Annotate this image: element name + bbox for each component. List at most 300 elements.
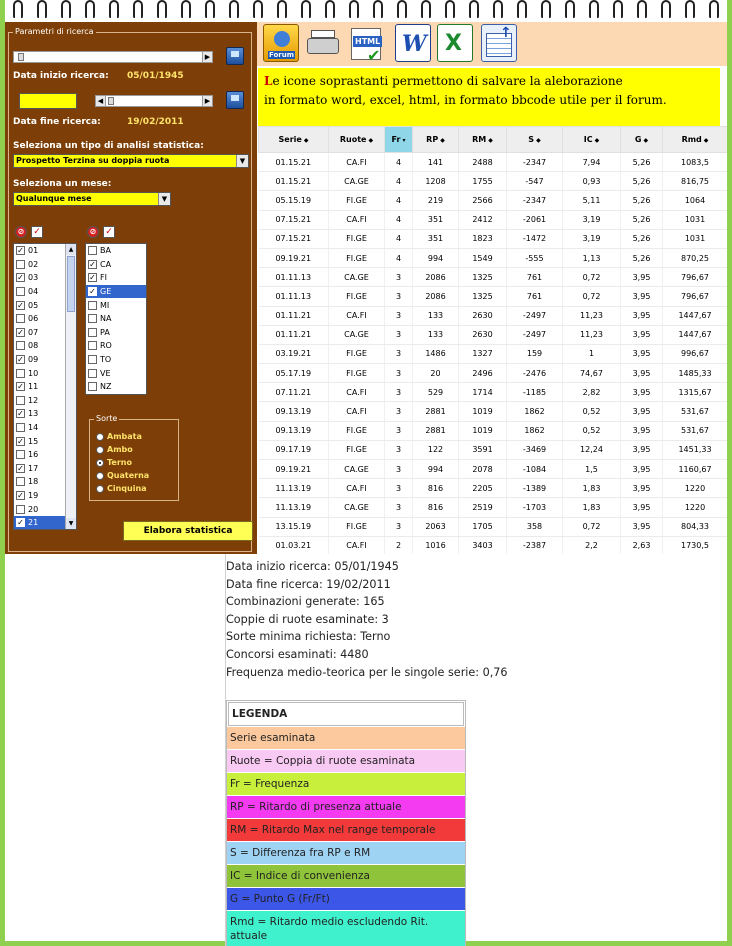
checkbox[interactable]: ✓ xyxy=(89,287,96,297)
legenda-item: Serie esaminata xyxy=(227,727,465,750)
table-cell: -2476 xyxy=(507,364,563,383)
table-cell: 2,2 xyxy=(563,536,621,554)
table-cell: 09.19.21 xyxy=(259,248,329,267)
numbers-scrollbar[interactable] xyxy=(65,244,76,529)
table-cell: 1447,67 xyxy=(663,325,728,344)
table-cell: 1862 xyxy=(507,402,563,421)
spiral-ring xyxy=(373,0,383,18)
month-label: Seleziona un mese: xyxy=(13,179,112,189)
table-cell: -555 xyxy=(507,248,563,267)
elabora-statistica-button[interactable]: Elabora statistica xyxy=(123,521,253,541)
table-cell: 133 xyxy=(413,306,459,325)
table-cell: 1714 xyxy=(459,383,507,402)
deselect-all-numbers-button[interactable]: ⊘ xyxy=(15,226,27,238)
calendar-icon[interactable] xyxy=(226,47,244,65)
table-cell: 1325 xyxy=(459,268,507,287)
table-cell: 05.15.19 xyxy=(259,191,329,210)
table-row xyxy=(259,306,728,325)
table-cell: FI.GE xyxy=(329,440,385,459)
table-cell: 4 xyxy=(385,229,413,248)
spiral-ring xyxy=(181,0,191,18)
table-cell: 1031 xyxy=(663,210,728,229)
ruota-item[interactable] xyxy=(86,258,146,272)
spiral-ring xyxy=(421,0,431,18)
table-cell: 7,94 xyxy=(563,153,621,172)
table-cell: 994 xyxy=(413,248,459,267)
sorte-option[interactable] xyxy=(96,458,132,467)
table-cell: 1,5 xyxy=(563,460,621,479)
chevron-down-icon[interactable]: ▼ xyxy=(158,193,170,205)
table-cell: 1486 xyxy=(413,344,459,363)
checkbox[interactable] xyxy=(16,477,25,486)
checkbox[interactable] xyxy=(16,396,25,405)
word-icon: W xyxy=(402,31,427,57)
table-cell: 1325 xyxy=(459,287,507,306)
table-cell: 01.15.21 xyxy=(259,172,329,191)
number-label: 13 xyxy=(28,409,39,419)
end-date-value: 19/02/2011 xyxy=(127,117,184,127)
ruota-label: RO xyxy=(100,341,112,351)
sort-desc-icon: ▾ xyxy=(402,137,406,144)
checkbox[interactable]: ✓ xyxy=(17,436,24,446)
table-row xyxy=(259,191,728,210)
table-cell: -1185 xyxy=(507,383,563,402)
summary-line: Data fine ricerca: 19/02/2011 xyxy=(226,577,391,591)
ruota-item[interactable] xyxy=(86,312,146,326)
table-cell: FI.GE xyxy=(329,517,385,536)
checkbox[interactable] xyxy=(88,382,97,391)
numbers-list[interactable] xyxy=(13,243,77,530)
forum-export-button[interactable] xyxy=(263,24,299,62)
table-cell: 0,72 xyxy=(563,517,621,536)
legenda-item: G = Punto G (Fr/Ft) xyxy=(227,888,465,911)
table-cell: 01.11.13 xyxy=(259,287,329,306)
table-cell: 3,95 xyxy=(621,306,663,325)
spiral-ring xyxy=(565,0,575,18)
summary-line: Frequenza medio-teorica per le singole serie: 0,76 xyxy=(226,665,508,679)
analysis-type-select[interactable] xyxy=(13,154,249,168)
checkbox[interactable] xyxy=(88,301,97,310)
ruota-item[interactable] xyxy=(86,353,146,367)
table-row xyxy=(259,268,728,287)
table-cell: FI.GE xyxy=(329,287,385,306)
table-cell: 122 xyxy=(413,440,459,459)
end-date-slider[interactable] xyxy=(95,95,213,107)
table-row xyxy=(259,440,728,459)
table-cell: 5,26 xyxy=(621,191,663,210)
table-cell: 11.13.19 xyxy=(259,498,329,517)
slider-thumb[interactable] xyxy=(108,97,114,105)
legenda-item: Ruote = Coppia di ruote esaminata xyxy=(227,750,465,773)
checkbox[interactable] xyxy=(16,423,25,432)
table-cell: 3 xyxy=(385,498,413,517)
checkbox[interactable]: ✓ xyxy=(17,490,24,500)
sorte-fieldset xyxy=(89,414,179,501)
sorte-option[interactable] xyxy=(96,432,142,441)
spiral-ring xyxy=(445,0,455,18)
column-header-rp[interactable] xyxy=(413,127,459,153)
parameters-legend: Parametri di ricerca xyxy=(15,27,94,36)
column-header-ic[interactable] xyxy=(563,127,621,153)
table-row xyxy=(259,153,728,172)
checkbox[interactable] xyxy=(16,369,25,378)
spiral-ring xyxy=(61,0,71,18)
table-cell: -2387 xyxy=(507,536,563,554)
sorte-option[interactable] xyxy=(96,445,133,454)
table-cell: 1755 xyxy=(459,172,507,191)
table-cell: 358 xyxy=(507,517,563,536)
print-paper-icon xyxy=(311,30,335,38)
sorte-option-label: Ambo xyxy=(107,445,133,454)
number-label: 16 xyxy=(28,450,39,460)
table-cell: -2347 xyxy=(507,191,563,210)
table-cell: CA.GE xyxy=(329,498,385,517)
table-cell: 996,67 xyxy=(663,344,728,363)
sort-icon: ◆ xyxy=(536,137,541,144)
select-all-numbers-button[interactable]: ✓ xyxy=(31,226,43,238)
legenda-item: RP = Ritardo di presenza attuale xyxy=(227,796,465,819)
date-input-box[interactable] xyxy=(19,93,77,109)
table-cell: 4 xyxy=(385,172,413,191)
sorte-option[interactable] xyxy=(96,471,149,480)
table-cell: CA.GE xyxy=(329,460,385,479)
table-cell: 3,95 xyxy=(621,402,663,421)
table-cell: 2 xyxy=(385,536,413,554)
table-cell: 816 xyxy=(413,498,459,517)
table-cell: 994 xyxy=(413,460,459,479)
checkbox[interactable]: ✓ xyxy=(17,300,24,310)
table-cell: 1 xyxy=(563,344,621,363)
radio-button[interactable] xyxy=(96,446,104,454)
table-cell: 3 xyxy=(385,268,413,287)
spiral-ring xyxy=(301,0,311,18)
spiral-binding xyxy=(0,0,732,22)
spiral-ring xyxy=(13,0,23,18)
sorte-option-label: Cinquina xyxy=(107,484,147,493)
number-label: 18 xyxy=(28,477,39,487)
table-cell: 0,52 xyxy=(563,421,621,440)
checkbox[interactable]: ✓ xyxy=(17,273,24,283)
sort-icon: ◆ xyxy=(703,137,709,144)
spiral-ring xyxy=(685,0,695,18)
checkbox[interactable] xyxy=(88,355,97,364)
number-label: 05 xyxy=(28,300,39,310)
table-cell: CA.GE xyxy=(329,325,385,344)
table-cell: 3,95 xyxy=(621,344,663,363)
summary-line: Sorte minima richiesta: Terno xyxy=(226,630,391,644)
table-cell: 2496 xyxy=(459,364,507,383)
slider-right-arrow[interactable]: ▶ xyxy=(202,52,212,62)
spiral-ring xyxy=(589,0,599,18)
table-cell: 761 xyxy=(507,287,563,306)
table-cell: 2412 xyxy=(459,210,507,229)
column-header-g[interactable] xyxy=(621,127,663,153)
table-cell: 5,26 xyxy=(621,153,663,172)
table-cell: -3469 xyxy=(507,440,563,459)
table-cell: 1862 xyxy=(507,421,563,440)
table-cell: 141 xyxy=(413,153,459,172)
radio-button[interactable] xyxy=(96,485,104,493)
table-cell: 3,95 xyxy=(621,268,663,287)
spiral-ring xyxy=(613,0,623,18)
table-cell: 09.19.21 xyxy=(259,460,329,479)
table-cell: 2630 xyxy=(459,306,507,325)
checkmark-icon: ✔ xyxy=(367,46,381,65)
checkbox[interactable] xyxy=(16,341,25,350)
column-header-label: Serie xyxy=(278,135,302,144)
table-cell: 13.15.19 xyxy=(259,517,329,536)
number-label: 01 xyxy=(28,246,39,256)
sort-icon: ◆ xyxy=(440,137,445,144)
slider-thumb[interactable] xyxy=(18,53,24,61)
checkbox[interactable]: ✓ xyxy=(17,327,24,337)
column-header-label: RM xyxy=(472,135,487,144)
table-cell: 3 xyxy=(385,421,413,440)
sort-icon: ◆ xyxy=(303,137,309,144)
table-cell: 1705 xyxy=(459,517,507,536)
spiral-ring xyxy=(37,0,47,18)
table-cell: 2086 xyxy=(413,268,459,287)
column-header-label: S xyxy=(528,135,535,144)
number-label: 12 xyxy=(28,395,39,405)
table-cell: 1,83 xyxy=(563,479,621,498)
table-cell: 2488 xyxy=(459,153,507,172)
ruota-label: MI xyxy=(100,300,110,310)
table-cell: 3,95 xyxy=(621,460,663,479)
checkbox[interactable] xyxy=(16,450,25,459)
slider-left-arrow[interactable]: ◀ xyxy=(96,96,106,106)
globe-icon xyxy=(274,31,290,47)
checkbox[interactable]: ✓ xyxy=(17,463,24,473)
table-cell: 2881 xyxy=(413,402,459,421)
radio-button[interactable] xyxy=(96,433,104,441)
number-label: 02 xyxy=(28,259,39,269)
column-header-serie[interactable] xyxy=(259,127,329,153)
spiral-ring xyxy=(709,0,719,18)
table-cell: 01.11.13 xyxy=(259,268,329,287)
table-cell: 3,95 xyxy=(621,517,663,536)
spiral-ring xyxy=(277,0,287,18)
table-cell: 20 xyxy=(413,364,459,383)
checkbox[interactable] xyxy=(16,505,25,514)
table-cell: 3 xyxy=(385,287,413,306)
checkbox[interactable]: ✓ xyxy=(17,355,24,365)
table-cell: 5,26 xyxy=(621,210,663,229)
table-cell: 133 xyxy=(413,325,459,344)
table-cell: 3,95 xyxy=(621,498,663,517)
start-date-label: Data inizio ricerca: xyxy=(13,71,109,81)
column-header-label: Rmd xyxy=(681,135,702,144)
summary-line: Coppie di ruote esaminate: 3 xyxy=(226,612,389,626)
table-cell: 804,33 xyxy=(663,517,728,536)
spiral-ring xyxy=(205,0,215,18)
info-line-1 xyxy=(264,72,714,91)
table-cell: 01.15.21 xyxy=(259,153,329,172)
ruota-item[interactable] xyxy=(86,271,146,285)
column-header-s[interactable] xyxy=(507,127,563,153)
ruota-item[interactable] xyxy=(86,298,146,312)
column-header-ruote[interactable] xyxy=(329,127,385,153)
checkbox[interactable] xyxy=(16,314,25,323)
checkbox[interactable] xyxy=(16,260,25,269)
word-export-button[interactable] xyxy=(395,24,431,62)
slider-right-arrow[interactable]: ▶ xyxy=(202,96,212,106)
table-cell: 1315,67 xyxy=(663,383,728,402)
table-cell: CA.FI xyxy=(329,479,385,498)
table-cell: 2519 xyxy=(459,498,507,517)
ruota-item[interactable] xyxy=(86,366,146,380)
table-cell: 531,67 xyxy=(663,421,728,440)
ruote-list[interactable] xyxy=(85,243,147,395)
column-header-label: RP xyxy=(426,135,439,144)
arrow-up-icon: ↑ xyxy=(500,25,512,41)
table-cell: 2566 xyxy=(459,191,507,210)
table-cell: 796,67 xyxy=(663,268,728,287)
analysis-type-value: Prospetto Terzina su doppia ruota xyxy=(16,156,170,165)
table-row xyxy=(259,172,728,191)
export-toolbar xyxy=(257,22,727,66)
table-cell: -1472 xyxy=(507,229,563,248)
printer-icon xyxy=(307,38,339,54)
select-all-ruote-button[interactable]: ✓ xyxy=(103,226,115,238)
table-cell: FI.GE xyxy=(329,248,385,267)
table-cell: 11.13.19 xyxy=(259,479,329,498)
spiral-ring xyxy=(229,0,239,18)
sort-icon: ◆ xyxy=(488,137,493,144)
ruota-item[interactable] xyxy=(86,326,146,340)
column-header-rmd[interactable] xyxy=(663,127,728,153)
table-cell: 2,63 xyxy=(621,536,663,554)
column-header-rm[interactable] xyxy=(459,127,507,153)
table-cell: 351 xyxy=(413,210,459,229)
scroll-down-arrow[interactable]: ▼ xyxy=(66,518,76,529)
excel-export-button[interactable] xyxy=(437,24,473,62)
table-cell: -2347 xyxy=(507,153,563,172)
spiral-ring xyxy=(637,0,647,18)
column-header-fr[interactable] xyxy=(385,127,413,153)
ruota-label: CA xyxy=(100,259,112,269)
table-cell: -547 xyxy=(507,172,563,191)
checkbox[interactable]: ✓ xyxy=(89,259,96,269)
spiral-ring xyxy=(133,0,143,18)
table-cell: 3 xyxy=(385,383,413,402)
checkbox[interactable] xyxy=(88,314,97,323)
number-label: 19 xyxy=(28,490,39,500)
table-cell: CA.FI xyxy=(329,210,385,229)
table-cell: FI.GE xyxy=(329,344,385,363)
column-header-label: G xyxy=(634,135,642,144)
legenda-item: Rmd = Ritardo medio escludendo Rit. attuale xyxy=(227,911,465,946)
ruota-item[interactable] xyxy=(86,380,146,394)
table-cell: 01.11.21 xyxy=(259,306,329,325)
table-cell: 1823 xyxy=(459,229,507,248)
table-cell: -2497 xyxy=(507,306,563,325)
month-select[interactable] xyxy=(13,192,171,206)
table-cell: 3,95 xyxy=(621,421,663,440)
table-cell: 3 xyxy=(385,479,413,498)
table-cell: 3,95 xyxy=(621,287,663,306)
spiral-ring xyxy=(325,0,335,18)
print-button[interactable] xyxy=(305,24,341,62)
calendar-icon[interactable] xyxy=(226,91,244,109)
column-header-label: Fr xyxy=(391,135,401,144)
checkbox[interactable] xyxy=(88,341,97,350)
checkbox[interactable] xyxy=(16,287,25,296)
info-line-1-text: e icone soprastanti permettono di salvare la aleborazione xyxy=(272,74,623,88)
legenda-box xyxy=(226,700,466,946)
checkbox[interactable]: ✓ xyxy=(17,409,24,419)
table-cell: 3 xyxy=(385,306,413,325)
checkbox[interactable]: ✓ xyxy=(89,273,96,283)
table-cell: 796,67 xyxy=(663,287,728,306)
checkbox[interactable]: ✓ xyxy=(17,518,24,528)
table-cell: 870,25 xyxy=(663,248,728,267)
analysis-type-label: Seleziona un tipo di analisi statistica: xyxy=(13,141,204,151)
table-cell: 3,95 xyxy=(621,479,663,498)
start-date-slider[interactable] xyxy=(13,51,213,63)
table-cell: 3,95 xyxy=(621,364,663,383)
sorte-option-label: Terno xyxy=(107,458,132,467)
table-row xyxy=(259,536,728,554)
table-cell: 09.13.19 xyxy=(259,402,329,421)
checkbox[interactable] xyxy=(88,369,97,378)
table-cell: 11,23 xyxy=(563,325,621,344)
table-row xyxy=(259,287,728,306)
table-cell: 2881 xyxy=(413,421,459,440)
checkbox[interactable]: ✓ xyxy=(17,246,24,256)
table-cell: 1220 xyxy=(663,479,728,498)
checkbox[interactable]: ✓ xyxy=(17,382,24,392)
table-cell: 3 xyxy=(385,517,413,536)
radio-button[interactable] xyxy=(96,459,104,467)
scroll-thumb[interactable] xyxy=(67,256,75,312)
table-cell: 1031 xyxy=(663,229,728,248)
ruota-item[interactable] xyxy=(86,339,146,353)
html-icon: HTML xyxy=(355,37,381,46)
radio-button[interactable] xyxy=(96,472,104,480)
checkbox[interactable] xyxy=(88,328,97,337)
table-row xyxy=(259,344,728,363)
table-cell: 1064 xyxy=(663,191,728,210)
table-cell: CA.FI xyxy=(329,153,385,172)
checkbox[interactable] xyxy=(88,246,97,255)
table-row xyxy=(259,210,728,229)
html-export-button[interactable] xyxy=(349,24,385,65)
legenda-item: RM = Ritardo Max nel range temporale xyxy=(227,819,465,842)
deselect-all-ruote-button[interactable]: ⊘ xyxy=(87,226,99,238)
table-cell: 3 xyxy=(385,364,413,383)
spreadsheet-export-button[interactable] xyxy=(481,24,517,62)
table-cell: 531,67 xyxy=(663,402,728,421)
summary-line: Data inizio ricerca: 05/01/1945 xyxy=(226,560,399,573)
ruota-item[interactable] xyxy=(86,285,146,299)
table-cell: 1,13 xyxy=(563,248,621,267)
table-cell: 5,11 xyxy=(563,191,621,210)
scroll-up-arrow[interactable]: ▲ xyxy=(66,244,76,255)
ruota-label: BA xyxy=(100,246,111,256)
table-cell: CA.GE xyxy=(329,268,385,287)
number-label: 08 xyxy=(28,341,39,351)
sorte-option[interactable] xyxy=(96,484,147,493)
chevron-down-icon[interactable]: ▼ xyxy=(236,155,248,167)
ruota-item[interactable] xyxy=(86,244,146,258)
search-parameters-panel xyxy=(5,22,257,554)
table-row xyxy=(259,248,728,267)
table-cell: 0,72 xyxy=(563,287,621,306)
number-label: 11 xyxy=(28,382,39,392)
table-cell: 1451,33 xyxy=(663,440,728,459)
table-cell: 3 xyxy=(385,402,413,421)
